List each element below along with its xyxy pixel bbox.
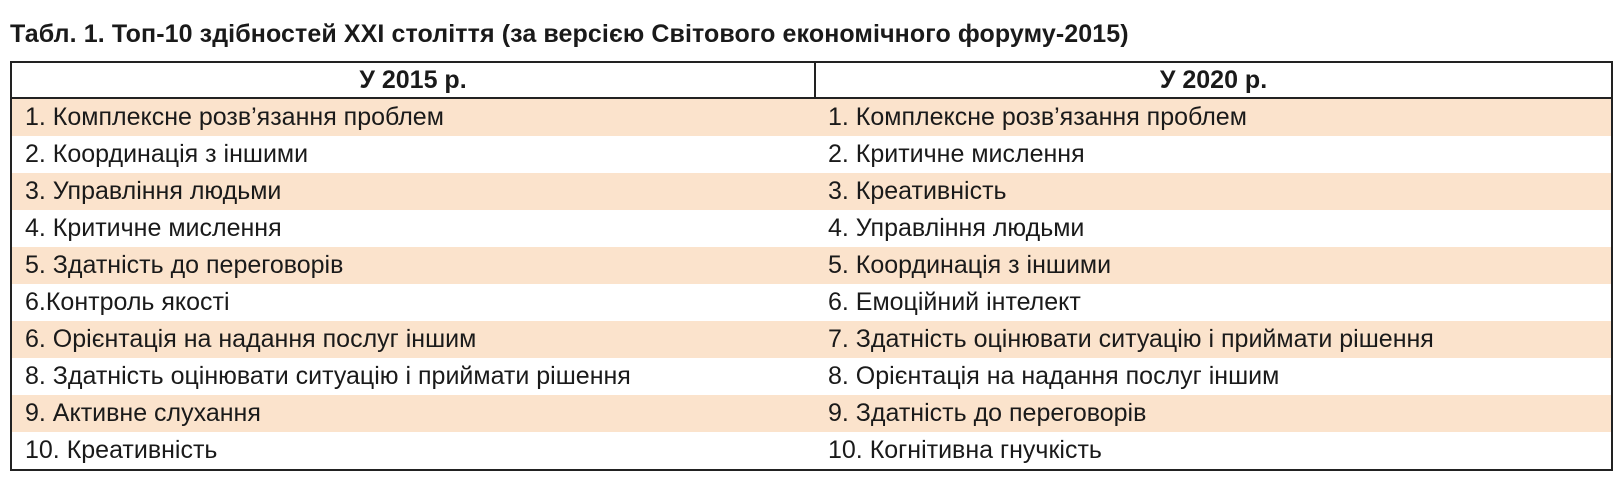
cell-2015: 5. Здатність до переговорів <box>11 247 815 284</box>
cell-2020: 6. Емоційний інтелект <box>815 284 1612 321</box>
cell-2020: 7. Здатність оцінювати ситуацію і приймати рішення <box>815 321 1612 358</box>
cell-2020: 1. Комплексне розв’язання проблем <box>815 98 1612 136</box>
column-header-2015: У 2015 р. <box>11 62 815 98</box>
table-row <box>11 247 1612 284</box>
table-row <box>11 98 1612 136</box>
cell-2020: 9. Здатність до переговорів <box>815 395 1612 432</box>
column-header-2020: У 2020 р. <box>815 62 1612 98</box>
cell-2020: 4. Управління людьми <box>815 210 1612 247</box>
table-row <box>11 210 1612 247</box>
table-row <box>11 284 1612 321</box>
cell-2020: 5. Координація з іншими <box>815 247 1612 284</box>
cell-2015: 3. Управління людьми <box>11 173 815 210</box>
cell-2015: 9. Активне слухання <box>11 395 815 432</box>
table-row <box>11 321 1612 358</box>
cell-2020: 2. Критичне мислення <box>815 136 1612 173</box>
table-header-row <box>11 62 1612 98</box>
skills-table <box>10 61 1613 471</box>
table-row <box>11 358 1612 395</box>
cell-2015: 4. Критичне мислення <box>11 210 815 247</box>
cell-2020: 3. Креативність <box>815 173 1612 210</box>
cell-2015: 1. Комплексне розв’язання проблем <box>11 98 815 136</box>
table-row <box>11 136 1612 173</box>
cell-2015: 8. Здатність оцінювати ситуацію і приймати рішення <box>11 358 815 395</box>
cell-2015: 2. Координація з іншими <box>11 136 815 173</box>
cell-2020: 8. Орієнтація на надання послуг іншим <box>815 358 1612 395</box>
table-row <box>11 395 1612 432</box>
table-row <box>11 432 1612 470</box>
table-caption: Табл. 1. Топ-10 здібностей XXI століття (за версією Світового економічного форуму-2015) <box>10 20 1129 48</box>
cell-2015: 6. Орієнтація на надання послуг іншим <box>11 321 815 358</box>
cell-2015: 6.Контроль якості <box>11 284 815 321</box>
table-row <box>11 173 1612 210</box>
cell-2020: 10. Когнітивна гнучкість <box>815 432 1612 470</box>
cell-2015: 10. Креативність <box>11 432 815 470</box>
